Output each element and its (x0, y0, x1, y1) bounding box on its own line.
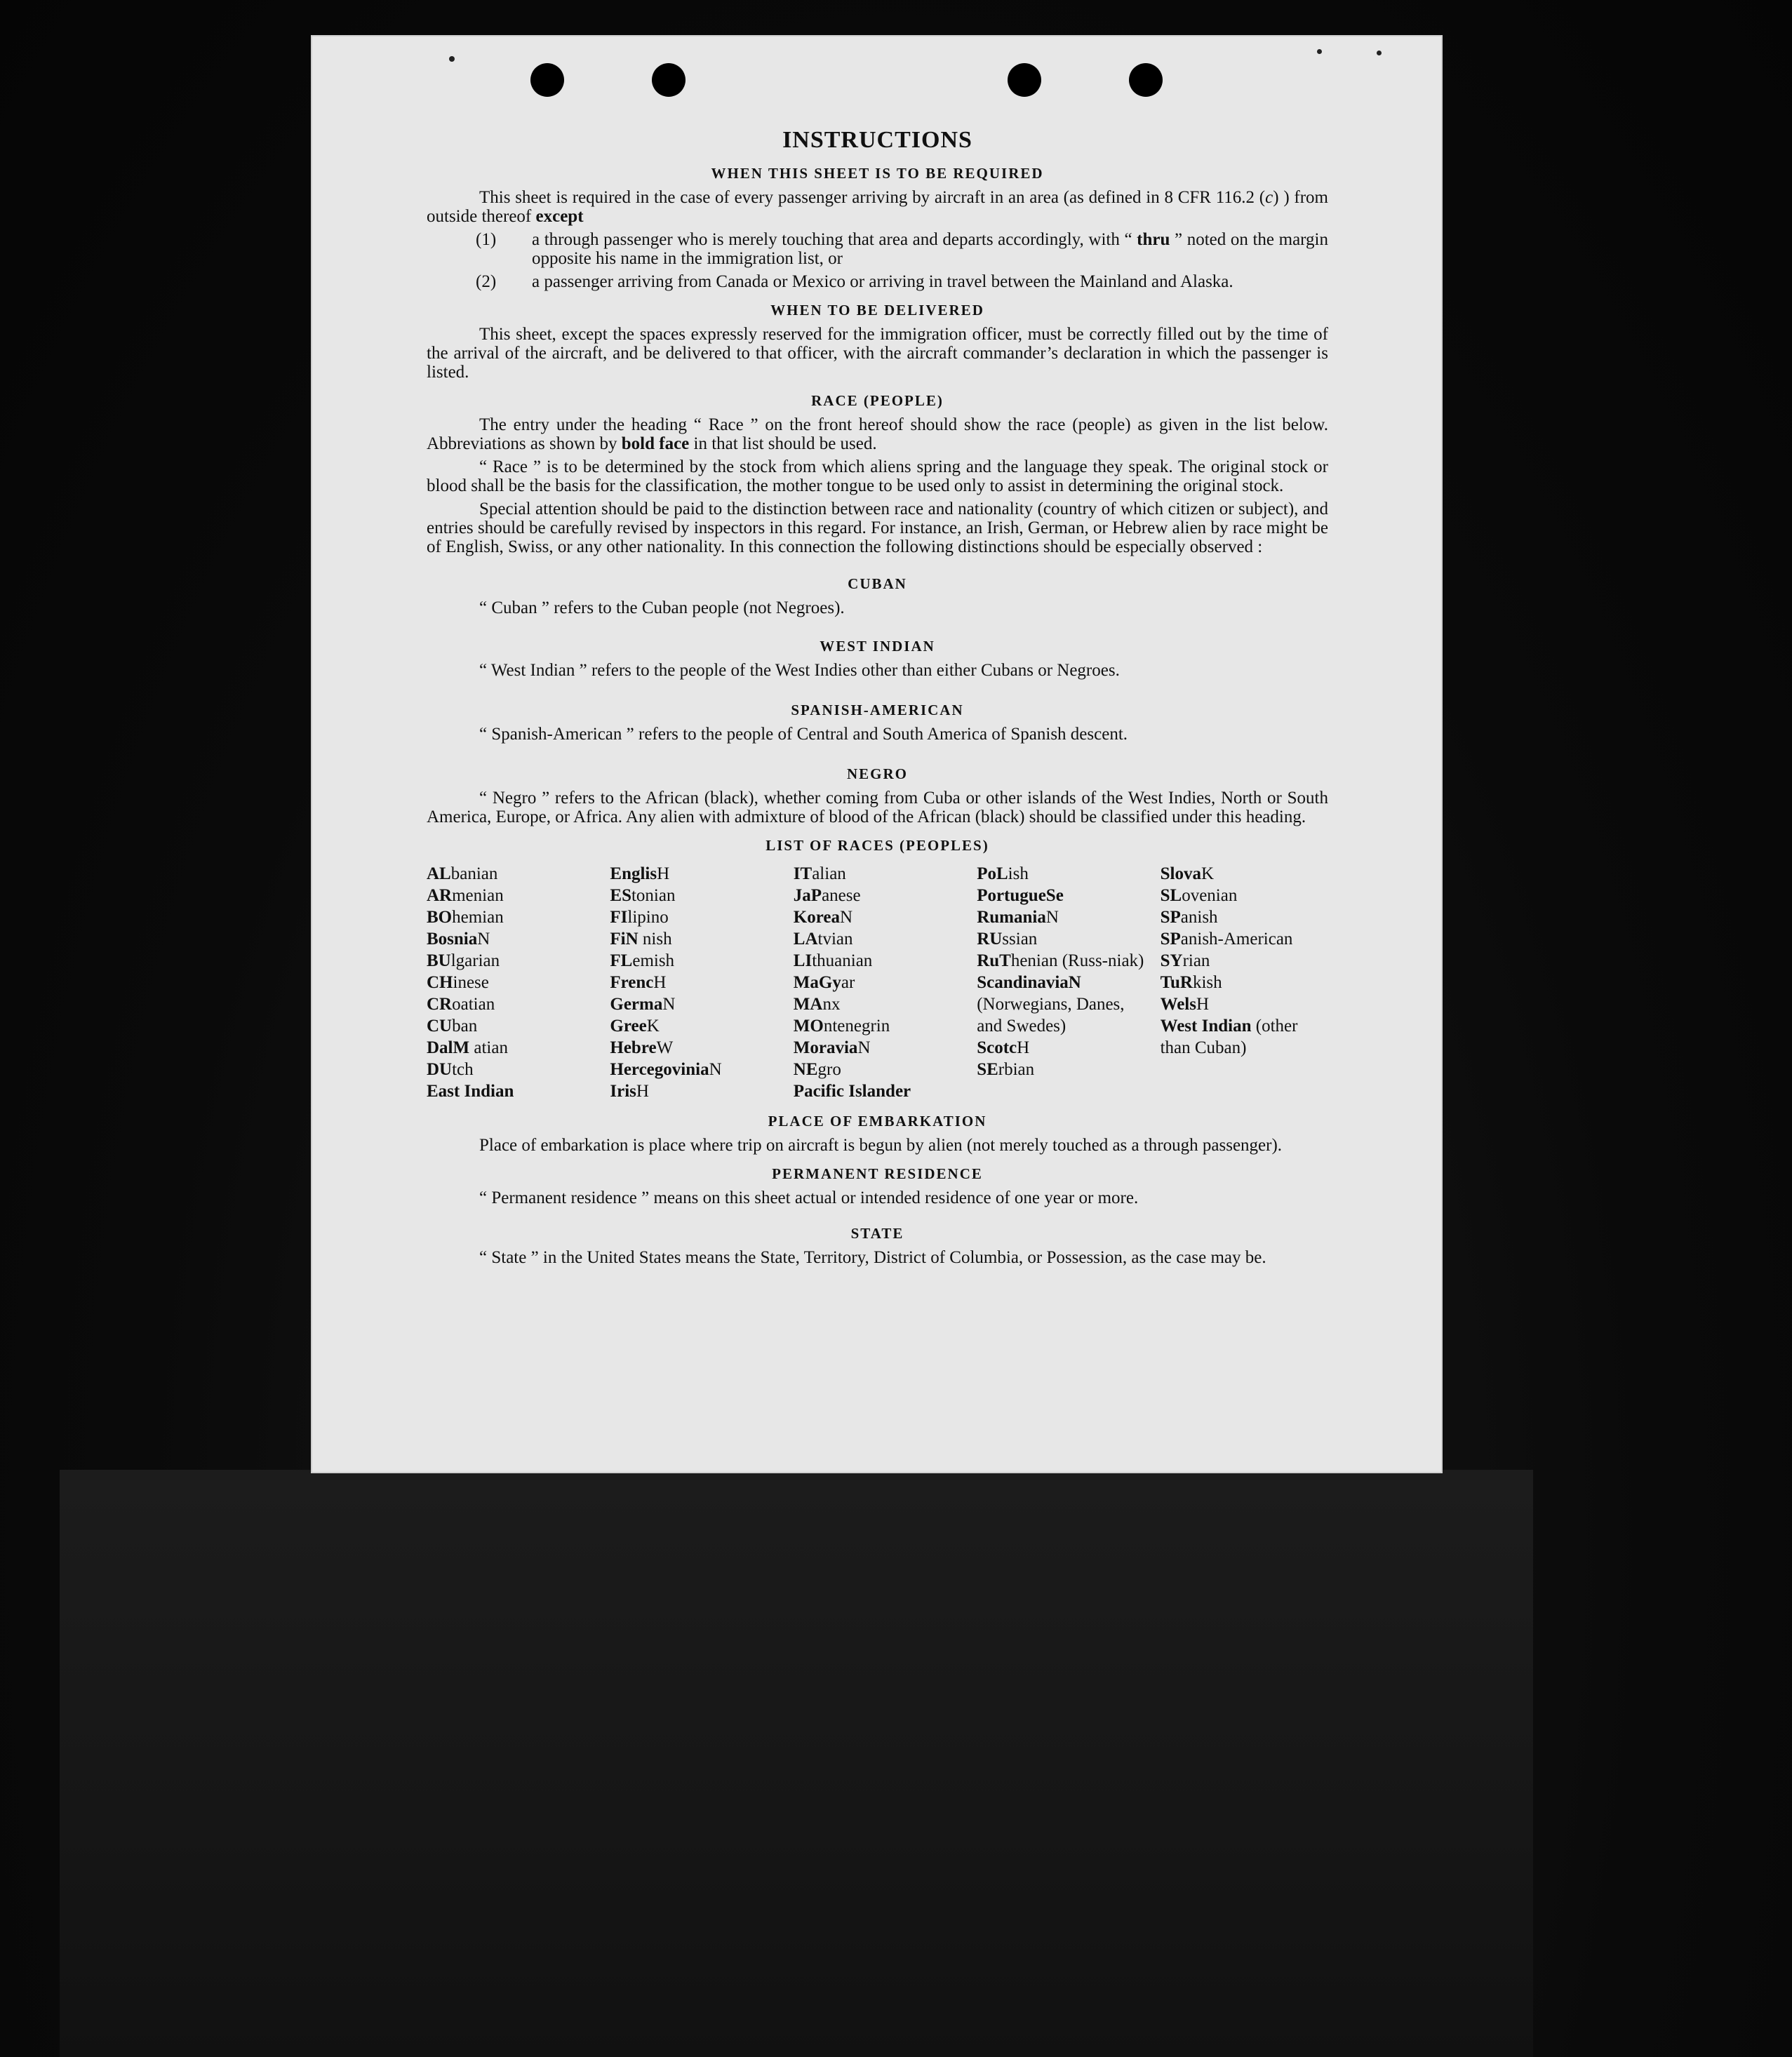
races-list (427, 863, 1328, 1102)
race-entry: ScandinaviaN (Norwegians, Danes, and Swedes) (977, 973, 1125, 1036)
state-text: “ State ” in the United States means the State, Territory, District of Columbia, or Possession, as the case may be. (479, 1248, 1266, 1267)
race-entry: West Indian (other than Cuban) (1160, 1017, 1298, 1057)
race-entry: LIthuanian (793, 951, 873, 970)
race-entry: East Indian (427, 1082, 514, 1101)
race-entry: Pacific Islander (793, 1082, 911, 1101)
section-heading-required: WHEN THIS SHEET IS TO BE REQUIRED (711, 165, 1044, 182)
required-intro: This sheet is required in the case of every passenger arriving by aircraft in an area (as defined in 8 CFR 116.2 (c) ) from outside thereof except (427, 188, 1328, 226)
race-entry: MaGyar (793, 973, 855, 992)
embarkation-text: Place of embarkation is place where trip on aircraft is begun by alien (not merely touched as a through passenger). (479, 1136, 1283, 1155)
punch-hole (1129, 63, 1163, 97)
race-entry: BosniaN (427, 930, 490, 949)
exception-item-2: (2) a passenger arriving from Canada or Mexico or arriving in travel between the Mainland and Alaska. (476, 272, 1233, 291)
punch-hole (1008, 63, 1041, 97)
race-column (427, 863, 594, 1102)
section-heading-state: STATE (850, 1225, 904, 1242)
race-entry: HebreW (610, 1038, 674, 1057)
instructions-body (427, 126, 1328, 1271)
scan-speck (1317, 49, 1322, 54)
race-entry: ITalian (793, 864, 846, 883)
race-entry: NEgro (793, 1060, 841, 1079)
section-heading-negro: NEGRO (846, 765, 908, 782)
race-paragraph-1: The entry under the heading “ Race ” on the front hereof should show the race (people) as given in the list below. Abbreviations as shown by bold face in that list should be used. (427, 415, 1328, 453)
cuban-text: “ Cuban ” refers to the Cuban people (not Negroes). (479, 598, 845, 617)
race-entry: MOntenegrin (793, 1017, 890, 1036)
race-entry: HercegoviniaN (610, 1060, 722, 1079)
race-entry: LAtvian (793, 930, 853, 949)
race-paragraph-3: Special attention should be paid to the distinction between race and nationality (country of which citizen or subject), and entries should be carefully revised by inspectors in this regard. For instance, an Irish, German, or Hebrew alien by race might be of English, Swiss, or any other nationality. In this connection the following distinctions should be especially observed : (427, 500, 1328, 556)
race-entry: PoLish (977, 864, 1029, 883)
race-entry: GermaN (610, 995, 676, 1014)
negro-text: “ Negro ” refers to the African (black), whether coming from Cuba or other islands of the West Indies, North or South America, Europe, or Africa. Any alien with admixture of blood of the African (black) should be classified under this heading. (427, 789, 1328, 826)
residence-text: “ Permanent residence ” means on this sheet actual or intended residence of one year or more. (479, 1188, 1139, 1207)
race-entry: TuRkish (1160, 973, 1222, 992)
spanish-american-text: “ Spanish-American ” refers to the people of Central and South America of Spanish descent. (479, 725, 1128, 744)
race-column (794, 863, 961, 1102)
race-entry: MoraviaN (793, 1038, 871, 1057)
race-entry: EStonian (610, 886, 676, 905)
race-entry: FIlipino (610, 908, 669, 927)
race-entry: CRoatian (427, 995, 495, 1014)
race-entry: SYrian (1160, 951, 1210, 970)
race-entry: SPanish (1160, 908, 1218, 927)
scanner-bed-shadow (60, 1470, 1533, 2057)
race-entry: IrisH (610, 1082, 649, 1101)
race-entry: FLemish (610, 951, 675, 970)
race-entry: WelsH (1160, 995, 1210, 1014)
race-entry: DalM atian (427, 1038, 508, 1057)
race-entry: BUlgarian (427, 951, 500, 970)
race-entry: DUtch (427, 1060, 474, 1079)
section-heading-embarkation: PLACE OF EMBARKATION (768, 1113, 987, 1130)
section-heading-spanish-american: SPANISH-AMERICAN (791, 702, 964, 718)
scan-speck (1377, 51, 1382, 55)
race-entry: MAnx (793, 995, 841, 1014)
race-entry: GreeK (610, 1017, 660, 1036)
race-entry: ARmenian (427, 886, 504, 905)
race-entry: RUssian (977, 930, 1038, 949)
race-entry: FiN nish (610, 930, 672, 949)
west-indian-text: “ West Indian ” refers to the people of the West Indies other than either Cubans or Negroes. (479, 661, 1120, 680)
section-heading-list-of-races: LIST OF RACES (PEOPLES) (765, 837, 989, 854)
race-entry: SErbian (977, 1060, 1035, 1079)
section-heading-delivered: WHEN TO BE DELIVERED (770, 302, 984, 319)
race-entry: SLovenian (1160, 886, 1238, 905)
punch-hole (530, 63, 564, 97)
race-entry: ScotcH (977, 1038, 1030, 1057)
delivered-text: This sheet, except the spaces expressly reserved for the immigration officer, must be correctly filled out by the time of the arrival of the aircraft, and be delivered to that officer, with the aircraft commander’s declaration in which the passenger is listed. (427, 325, 1328, 382)
race-entry: ALbanian (427, 864, 498, 883)
race-entry: CHinese (427, 973, 489, 992)
section-heading-residence: PERMANENT RESIDENCE (772, 1165, 983, 1182)
punch-hole (652, 63, 686, 97)
exception-item-1: (1) a through passenger who is merely touching that area and departs accordingly, with “ thru ” noted on the margin opposite his name in the immigration list, or (476, 230, 1328, 268)
race-entry: SPanish-American (1160, 930, 1293, 949)
section-heading-cuban: CUBAN (848, 575, 907, 592)
scan-speck (449, 56, 455, 62)
race-entry: CUban (427, 1017, 478, 1036)
race-entry: PortugueSe (977, 886, 1064, 905)
race-column (977, 863, 1144, 1102)
race-column (1161, 863, 1328, 1102)
race-entry: JaPanese (793, 886, 861, 905)
race-paragraph-2: “ Race ” is to be determined by the stock from which aliens spring and the language they speak. The original stock or blood shall be the basis for the classification, the mother tongue to be used only to assist in determining the original stock. (427, 457, 1328, 495)
section-heading-race: RACE (PEOPLE) (811, 392, 944, 409)
race-column (610, 863, 777, 1102)
race-entry: RumaniaN (977, 908, 1059, 927)
race-entry: RuThenian (Russ-niak) (977, 951, 1144, 970)
section-heading-west-indian: WEST INDIAN (820, 638, 935, 655)
document-page (311, 35, 1443, 1473)
race-entry: FrencH (610, 973, 667, 992)
page-title: INSTRUCTIONS (782, 127, 972, 153)
race-entry: KoreaN (793, 908, 853, 927)
race-entry: SlovaK (1160, 864, 1215, 883)
race-entry: BOhemian (427, 908, 504, 927)
race-entry: EnglisH (610, 864, 670, 883)
